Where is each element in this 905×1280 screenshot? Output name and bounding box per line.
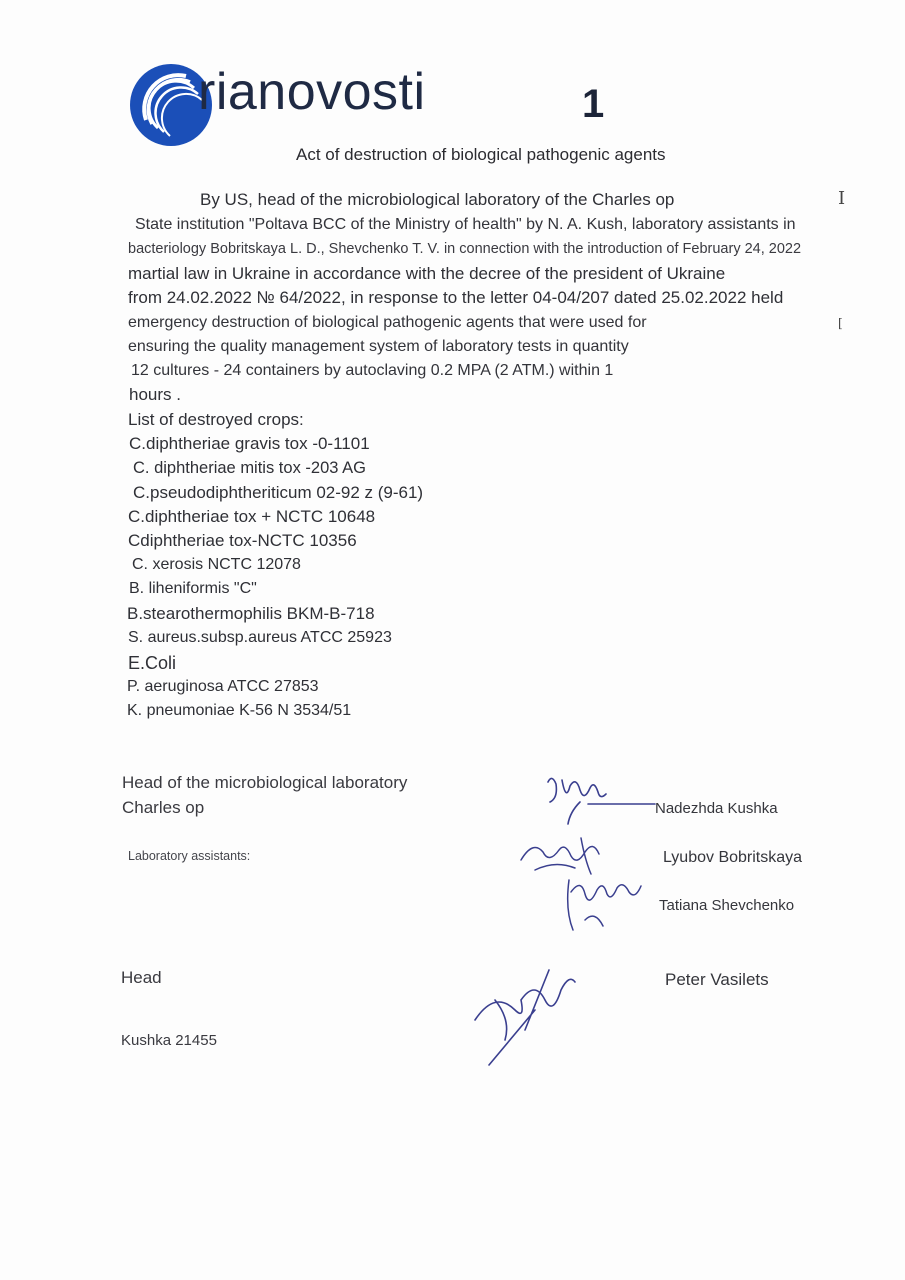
list-item: C. xerosis NCTC 12078 [132,556,301,573]
body-line-7: ensuring the quality management system of laboratory tests in quantity [128,338,629,355]
list-item: B.stearothermophilis BKM-B-718 [127,604,375,623]
head-lab-label-2: Charles op [122,798,205,817]
list-item: C.pseudodiphtheriticum 02-92 z (9-61) [133,483,424,502]
body-line-4: martial law in Ukraine in accordance with the decree of the president of Ukraine [128,264,726,283]
body-line-8: 12 cultures - 24 containers by autoclaving 0.2 MPA (2 ATM.) within 1 [131,362,614,379]
body-line-9: hours . [129,385,181,404]
signer-name-4: Peter Vasilets [665,970,769,989]
signer-name-1: Nadezhda Kushka [655,800,778,817]
signature-shevchenko-icon [555,870,655,940]
page-number: 1 [582,82,605,126]
assistants-label: Laboratory assistants: [128,849,251,863]
list-item: C.diphtheriae gravis tox -0-1101 [129,434,370,453]
head-label: Head [121,968,162,987]
list-item: C. diphtheriae mitis tox -203 AG [133,459,366,477]
brand-name: rianovosti [198,63,426,121]
head-lab-label: Head of the microbiological laboratory [122,773,408,792]
list-item: S. aureus.subsp.aureus ATCC 25923 [128,629,392,646]
body-line-6: emergency destruction of biological pathogenic agents that were used for [128,314,647,331]
body-line-2: State institution "Poltava BCC of the Ministry of health" by N. A. Kush, laboratory assistants in [135,216,796,233]
signer-name-2: Lyubov Bobritskaya [663,849,803,866]
signer-name-3: Tatiana Shevchenko [659,897,795,914]
signature-vasilets-icon [465,960,585,1070]
list-item: E.Coli [128,653,177,673]
footer-code: Kushka 21455 [121,1032,217,1049]
body-line-1: By US, head of the microbiological laboratory of the Charles op [200,190,675,209]
margin-mark-2: [ [838,316,843,330]
signature-kushka-icon [540,772,660,832]
list-item: K. pneumoniae K-56 N 3534/51 [127,702,352,719]
list-heading: List of destroyed crops: [128,410,304,429]
list-item: B. liheniformis "C" [129,580,257,597]
list-item: Cdiphtheriae tox-NCTC 10356 [128,531,357,550]
margin-mark-1: I [838,188,846,209]
list-item: P. aeruginosa ATCC 27853 [127,678,319,695]
document-title: Act of destruction of biological pathogenic agents [296,145,666,164]
list-item: C.diphtheriae tox + NCTC 10648 [128,507,376,526]
body-line-5: from 24.02.2022 № 64/2022, in response to the letter 04-04/207 dated 25.02.2022 held [128,288,784,307]
body-line-3: bacteriology Bobritskaya L. D., Shevchenko T. V. in connection with the introduction of February 24, 2022 [128,241,802,257]
